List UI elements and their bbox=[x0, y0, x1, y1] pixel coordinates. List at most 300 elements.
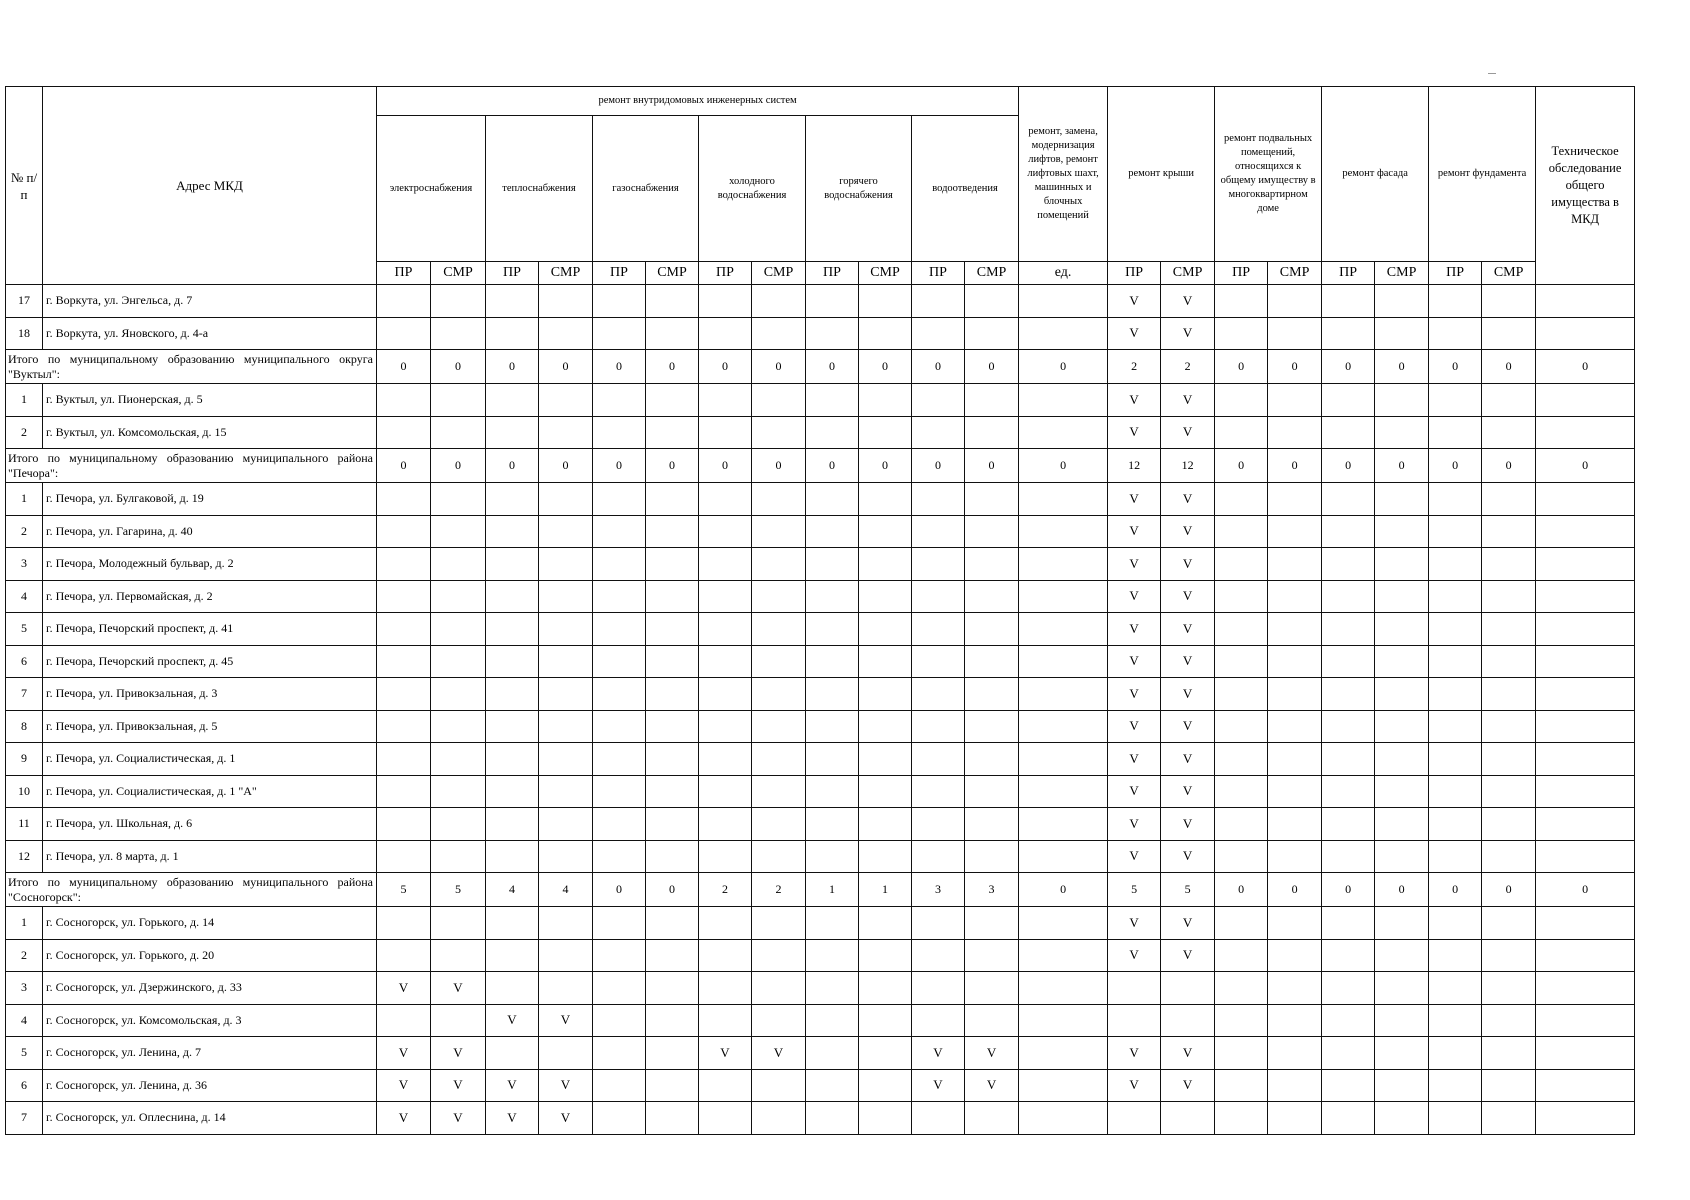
value-cell bbox=[539, 285, 593, 318]
value-cell bbox=[1322, 317, 1375, 350]
value-cell: V bbox=[539, 1102, 593, 1135]
row-number: 17 bbox=[6, 285, 43, 318]
subheader-pr: ПР bbox=[1322, 262, 1375, 285]
subheader-pr: ПР bbox=[1108, 262, 1161, 285]
value-cell bbox=[539, 416, 593, 449]
value-cell bbox=[593, 743, 646, 776]
value-cell bbox=[859, 645, 912, 678]
value-cell bbox=[1429, 317, 1482, 350]
total-value-cell: 0 bbox=[1482, 873, 1536, 907]
row-address: г. Сосногорск, ул. Горького, д. 14 bbox=[43, 907, 377, 940]
value-cell bbox=[1268, 1102, 1322, 1135]
value-cell bbox=[1429, 285, 1482, 318]
total-label: Итого по муниципальному образованию муниципального района "Сосногорск": bbox=[6, 873, 377, 907]
value-cell bbox=[1375, 645, 1429, 678]
value-cell bbox=[859, 743, 912, 776]
value-cell bbox=[646, 645, 699, 678]
value-cell bbox=[1429, 907, 1482, 940]
value-cell bbox=[1375, 939, 1429, 972]
total-value-cell: 0 bbox=[539, 350, 593, 384]
row-address: г. Воркута, ул. Яновского, д. 4-а bbox=[43, 317, 377, 350]
row-address: г. Воркута, ул. Энгельса, д. 7 bbox=[43, 285, 377, 318]
subheader-pr: ПР bbox=[377, 262, 431, 285]
value-cell bbox=[593, 613, 646, 646]
row-number: 12 bbox=[6, 840, 43, 873]
value-cell bbox=[1375, 678, 1429, 711]
value-cell bbox=[699, 515, 752, 548]
value-cell bbox=[486, 285, 539, 318]
subheader-smr: СМР bbox=[539, 262, 593, 285]
value-cell: V bbox=[431, 1069, 486, 1102]
value-cell bbox=[1536, 483, 1635, 516]
value-cell bbox=[646, 515, 699, 548]
row-address: г. Печора, Печорский проспект, д. 45 bbox=[43, 645, 377, 678]
value-cell bbox=[912, 1102, 965, 1135]
row-address: г. Печора, ул. Булгаковой, д. 19 bbox=[43, 483, 377, 516]
value-cell bbox=[431, 840, 486, 873]
total-value-cell: 0 bbox=[752, 350, 806, 384]
subheader-pr: ПР bbox=[593, 262, 646, 285]
header-system-cold-water: холодного водоснабжения bbox=[699, 116, 806, 262]
value-cell bbox=[593, 416, 646, 449]
value-cell bbox=[593, 1037, 646, 1070]
value-cell bbox=[1215, 808, 1268, 841]
total-value-cell: 0 bbox=[646, 873, 699, 907]
value-cell bbox=[1322, 1069, 1375, 1102]
value-cell bbox=[699, 645, 752, 678]
value-cell bbox=[1019, 840, 1108, 873]
value-cell bbox=[431, 1004, 486, 1037]
row-number: 7 bbox=[6, 1102, 43, 1135]
value-cell bbox=[1429, 1004, 1482, 1037]
value-cell bbox=[377, 840, 431, 873]
value-cell bbox=[752, 710, 806, 743]
value-cell bbox=[752, 678, 806, 711]
row-number: 1 bbox=[6, 384, 43, 417]
value-cell bbox=[1019, 808, 1108, 841]
value-cell bbox=[1375, 483, 1429, 516]
row-number: 2 bbox=[6, 515, 43, 548]
value-cell bbox=[1482, 613, 1536, 646]
value-cell: V bbox=[1108, 580, 1161, 613]
value-cell bbox=[752, 613, 806, 646]
total-value-cell: 5 bbox=[377, 873, 431, 907]
value-cell bbox=[1019, 384, 1108, 417]
value-cell bbox=[1215, 548, 1268, 581]
row-number: 6 bbox=[6, 645, 43, 678]
header-engineering-systems: ремонт внутридомовых инженерных систем bbox=[377, 87, 1019, 116]
value-cell bbox=[1482, 384, 1536, 417]
value-cell bbox=[646, 972, 699, 1005]
header-basement: ремонт подвальных помещений, относящихся к общему имуществу в многоквартирном доме bbox=[1215, 87, 1322, 262]
value-cell bbox=[1375, 1102, 1429, 1135]
row-number: 9 bbox=[6, 743, 43, 776]
value-cell: V bbox=[1161, 515, 1215, 548]
value-cell bbox=[486, 515, 539, 548]
value-cell bbox=[1322, 613, 1375, 646]
value-cell bbox=[859, 285, 912, 318]
value-cell bbox=[1215, 613, 1268, 646]
value-cell bbox=[593, 483, 646, 516]
row-address: г. Печора, ул. Привокзальная, д. 3 bbox=[43, 678, 377, 711]
value-cell bbox=[1019, 645, 1108, 678]
value-cell: V bbox=[1108, 384, 1161, 417]
value-cell bbox=[1375, 840, 1429, 873]
total-value-cell: 0 bbox=[593, 350, 646, 384]
value-cell bbox=[965, 972, 1019, 1005]
value-cell bbox=[646, 808, 699, 841]
table-row bbox=[6, 1004, 1635, 1037]
value-cell: V bbox=[912, 1069, 965, 1102]
value-cell: V bbox=[1161, 840, 1215, 873]
total-label: Итого по муниципальному образованию муниципального района "Печора": bbox=[6, 449, 377, 483]
total-value-cell: 0 bbox=[1536, 449, 1635, 483]
value-cell: V bbox=[699, 1037, 752, 1070]
value-cell bbox=[1536, 285, 1635, 318]
value-cell bbox=[431, 613, 486, 646]
value-cell: V bbox=[965, 1037, 1019, 1070]
value-cell bbox=[752, 645, 806, 678]
value-cell bbox=[1482, 678, 1536, 711]
value-cell bbox=[752, 548, 806, 581]
table-row bbox=[6, 972, 1635, 1005]
value-cell bbox=[806, 1004, 859, 1037]
total-value-cell: 0 bbox=[646, 449, 699, 483]
value-cell bbox=[646, 416, 699, 449]
value-cell bbox=[1215, 840, 1268, 873]
value-cell bbox=[1322, 515, 1375, 548]
row-number: 4 bbox=[6, 580, 43, 613]
value-cell bbox=[646, 939, 699, 972]
row-address: г. Сосногорск, ул. Ленина, д. 36 bbox=[43, 1069, 377, 1102]
value-cell bbox=[699, 678, 752, 711]
value-cell bbox=[1536, 416, 1635, 449]
value-cell bbox=[1019, 939, 1108, 972]
value-cell bbox=[752, 384, 806, 417]
value-cell bbox=[965, 710, 1019, 743]
value-cell bbox=[1019, 1069, 1108, 1102]
value-cell bbox=[1268, 808, 1322, 841]
value-cell bbox=[1019, 710, 1108, 743]
value-cell bbox=[912, 840, 965, 873]
value-cell bbox=[646, 1004, 699, 1037]
total-value-cell: 0 bbox=[1536, 873, 1635, 907]
total-value-cell: 3 bbox=[965, 873, 1019, 907]
value-cell bbox=[593, 775, 646, 808]
value-cell bbox=[1161, 1004, 1215, 1037]
value-cell bbox=[699, 548, 752, 581]
total-value-cell: 0 bbox=[1375, 449, 1429, 483]
value-cell bbox=[646, 1037, 699, 1070]
total-value-cell: 0 bbox=[1482, 350, 1536, 384]
value-cell bbox=[752, 1069, 806, 1102]
subheader-smr: СМР bbox=[646, 262, 699, 285]
total-value-cell: 4 bbox=[486, 873, 539, 907]
subheader-pr: ПР bbox=[486, 262, 539, 285]
value-cell bbox=[1536, 613, 1635, 646]
stray-mark bbox=[1488, 73, 1496, 74]
value-cell: V bbox=[1108, 775, 1161, 808]
value-cell bbox=[965, 678, 1019, 711]
value-cell bbox=[1429, 548, 1482, 581]
value-cell bbox=[1268, 580, 1322, 613]
value-cell bbox=[699, 840, 752, 873]
value-cell bbox=[859, 939, 912, 972]
value-cell: V bbox=[1161, 317, 1215, 350]
value-cell: V bbox=[1161, 775, 1215, 808]
value-cell bbox=[1536, 840, 1635, 873]
header-address: Адрес МКД bbox=[43, 87, 377, 285]
value-cell bbox=[912, 483, 965, 516]
value-cell bbox=[1215, 678, 1268, 711]
value-cell bbox=[1268, 613, 1322, 646]
subheader-pr: ПР bbox=[912, 262, 965, 285]
value-cell bbox=[539, 515, 593, 548]
row-address: г. Сосногорск, ул. Оплеснина, д. 14 bbox=[43, 1102, 377, 1135]
header-roof: ремонт крыши bbox=[1108, 87, 1215, 262]
value-cell bbox=[1268, 939, 1322, 972]
value-cell bbox=[1536, 1069, 1635, 1102]
value-cell bbox=[859, 972, 912, 1005]
value-cell bbox=[806, 317, 859, 350]
value-cell bbox=[859, 710, 912, 743]
value-cell bbox=[646, 907, 699, 940]
value-cell bbox=[431, 416, 486, 449]
value-cell bbox=[1482, 1102, 1536, 1135]
value-cell bbox=[1375, 1004, 1429, 1037]
value-cell bbox=[859, 384, 912, 417]
value-cell bbox=[486, 840, 539, 873]
total-value-cell: 0 bbox=[752, 449, 806, 483]
subheader-smr: СМР bbox=[1161, 262, 1215, 285]
value-cell bbox=[431, 384, 486, 417]
row-address: г. Сосногорск, ул. Ленина, д. 7 bbox=[43, 1037, 377, 1070]
value-cell bbox=[1215, 1004, 1268, 1037]
value-cell bbox=[1482, 775, 1536, 808]
header-system-heat: теплоснабжения bbox=[486, 116, 593, 262]
value-cell bbox=[431, 317, 486, 350]
value-cell bbox=[1375, 743, 1429, 776]
value-cell bbox=[1375, 317, 1429, 350]
row-address: г. Печора, ул. 8 марта, д. 1 bbox=[43, 840, 377, 873]
value-cell bbox=[593, 939, 646, 972]
value-cell bbox=[965, 743, 1019, 776]
value-cell: V bbox=[1161, 1069, 1215, 1102]
subheader-smr: СМР bbox=[1482, 262, 1536, 285]
value-cell bbox=[859, 317, 912, 350]
value-cell bbox=[1536, 743, 1635, 776]
value-cell bbox=[965, 613, 1019, 646]
total-value-cell: 12 bbox=[1108, 449, 1161, 483]
value-cell: V bbox=[1161, 483, 1215, 516]
value-cell: V bbox=[1161, 808, 1215, 841]
value-cell bbox=[1215, 1037, 1268, 1070]
value-cell bbox=[1429, 743, 1482, 776]
value-cell bbox=[699, 1102, 752, 1135]
value-cell bbox=[486, 907, 539, 940]
value-cell: V bbox=[1161, 939, 1215, 972]
total-value-cell: 0 bbox=[1268, 873, 1322, 907]
value-cell bbox=[1019, 907, 1108, 940]
value-cell bbox=[1322, 645, 1375, 678]
value-cell bbox=[965, 939, 1019, 972]
value-cell bbox=[1482, 1037, 1536, 1070]
value-cell bbox=[1322, 840, 1375, 873]
row-number: 2 bbox=[6, 939, 43, 972]
value-cell: V bbox=[377, 972, 431, 1005]
value-cell bbox=[1019, 548, 1108, 581]
value-cell: V bbox=[1108, 515, 1161, 548]
value-cell bbox=[539, 645, 593, 678]
value-cell bbox=[1375, 416, 1429, 449]
value-cell bbox=[1429, 972, 1482, 1005]
value-cell bbox=[1482, 317, 1536, 350]
value-cell bbox=[965, 416, 1019, 449]
value-cell bbox=[1322, 743, 1375, 776]
table-row bbox=[6, 416, 1635, 449]
value-cell bbox=[1429, 580, 1482, 613]
value-cell bbox=[1429, 678, 1482, 711]
total-value-cell: 2 bbox=[1108, 350, 1161, 384]
value-cell bbox=[965, 548, 1019, 581]
value-cell bbox=[1375, 384, 1429, 417]
value-cell bbox=[1019, 1004, 1108, 1037]
value-cell bbox=[1019, 613, 1108, 646]
value-cell bbox=[699, 710, 752, 743]
value-cell bbox=[431, 808, 486, 841]
value-cell bbox=[377, 613, 431, 646]
value-cell bbox=[646, 548, 699, 581]
value-cell bbox=[377, 645, 431, 678]
value-cell bbox=[699, 907, 752, 940]
value-cell: V bbox=[752, 1037, 806, 1070]
total-value-cell: 0 bbox=[377, 350, 431, 384]
value-cell bbox=[486, 1037, 539, 1070]
value-cell bbox=[377, 416, 431, 449]
value-cell: V bbox=[1161, 416, 1215, 449]
row-address: г. Сосногорск, ул. Горького, д. 20 bbox=[43, 939, 377, 972]
value-cell: V bbox=[1161, 285, 1215, 318]
table-row bbox=[6, 939, 1635, 972]
value-cell bbox=[539, 808, 593, 841]
row-number: 3 bbox=[6, 972, 43, 1005]
total-value-cell: 0 bbox=[1019, 449, 1108, 483]
subheader-unit: ед. bbox=[1019, 262, 1108, 285]
total-value-cell: 2 bbox=[752, 873, 806, 907]
value-cell bbox=[1322, 972, 1375, 1005]
value-cell bbox=[1536, 678, 1635, 711]
value-cell bbox=[1322, 548, 1375, 581]
total-value-cell: 0 bbox=[699, 350, 752, 384]
value-cell bbox=[593, 580, 646, 613]
value-cell bbox=[1019, 1037, 1108, 1070]
value-cell bbox=[1215, 939, 1268, 972]
row-address: г. Печора, ул. Социалистическая, д. 1 "А" bbox=[43, 775, 377, 808]
value-cell: V bbox=[1108, 548, 1161, 581]
value-cell bbox=[539, 483, 593, 516]
value-cell bbox=[1019, 317, 1108, 350]
value-cell bbox=[1429, 710, 1482, 743]
value-cell bbox=[377, 317, 431, 350]
value-cell bbox=[593, 548, 646, 581]
table-row bbox=[6, 1069, 1635, 1102]
total-value-cell: 0 bbox=[699, 449, 752, 483]
value-cell bbox=[912, 907, 965, 940]
value-cell bbox=[431, 907, 486, 940]
row-number: 11 bbox=[6, 808, 43, 841]
value-cell bbox=[859, 1069, 912, 1102]
value-cell bbox=[752, 972, 806, 1005]
subheader-smr: СМР bbox=[1375, 262, 1429, 285]
value-cell: V bbox=[539, 1069, 593, 1102]
value-cell bbox=[593, 317, 646, 350]
value-cell: V bbox=[486, 1004, 539, 1037]
value-cell bbox=[1322, 678, 1375, 711]
table-row bbox=[6, 775, 1635, 808]
value-cell bbox=[646, 1102, 699, 1135]
value-cell bbox=[1268, 1069, 1322, 1102]
value-cell bbox=[431, 939, 486, 972]
row-number: 4 bbox=[6, 1004, 43, 1037]
value-cell bbox=[1161, 972, 1215, 1005]
value-cell bbox=[806, 416, 859, 449]
value-cell bbox=[539, 710, 593, 743]
value-cell bbox=[486, 483, 539, 516]
value-cell bbox=[1482, 972, 1536, 1005]
total-value-cell: 0 bbox=[1375, 873, 1429, 907]
total-value-cell: 0 bbox=[1019, 873, 1108, 907]
value-cell bbox=[752, 285, 806, 318]
value-cell: V bbox=[1108, 840, 1161, 873]
value-cell bbox=[806, 743, 859, 776]
value-cell bbox=[486, 384, 539, 417]
subheader-smr: СМР bbox=[1268, 262, 1322, 285]
value-cell bbox=[593, 907, 646, 940]
total-value-cell: 5 bbox=[1108, 873, 1161, 907]
value-cell bbox=[1019, 416, 1108, 449]
total-value-cell: 0 bbox=[965, 449, 1019, 483]
total-label: Итого по муниципальному образованию муниципального округа "Вуктыл": bbox=[6, 350, 377, 384]
total-value-cell: 0 bbox=[1429, 873, 1482, 907]
value-cell bbox=[859, 775, 912, 808]
value-cell bbox=[1108, 1102, 1161, 1135]
total-row bbox=[6, 449, 1635, 483]
value-cell bbox=[699, 1069, 752, 1102]
value-cell bbox=[1536, 384, 1635, 417]
value-cell bbox=[1322, 1037, 1375, 1070]
row-number: 7 bbox=[6, 678, 43, 711]
row-number: 8 bbox=[6, 710, 43, 743]
value-cell bbox=[1215, 483, 1268, 516]
row-number: 2 bbox=[6, 416, 43, 449]
value-cell: V bbox=[1108, 613, 1161, 646]
total-value-cell: 0 bbox=[593, 873, 646, 907]
value-cell: V bbox=[1161, 678, 1215, 711]
row-address: г. Печора, Молодежный бульвар, д. 2 bbox=[43, 548, 377, 581]
value-cell bbox=[1268, 384, 1322, 417]
row-number: 1 bbox=[6, 907, 43, 940]
value-cell: V bbox=[912, 1037, 965, 1070]
value-cell bbox=[859, 678, 912, 711]
value-cell bbox=[1268, 678, 1322, 711]
value-cell bbox=[1268, 285, 1322, 318]
value-cell bbox=[1108, 972, 1161, 1005]
value-cell bbox=[752, 416, 806, 449]
value-cell bbox=[1268, 710, 1322, 743]
repair-schedule-table bbox=[5, 86, 1635, 1135]
value-cell bbox=[965, 317, 1019, 350]
value-cell: V bbox=[377, 1102, 431, 1135]
